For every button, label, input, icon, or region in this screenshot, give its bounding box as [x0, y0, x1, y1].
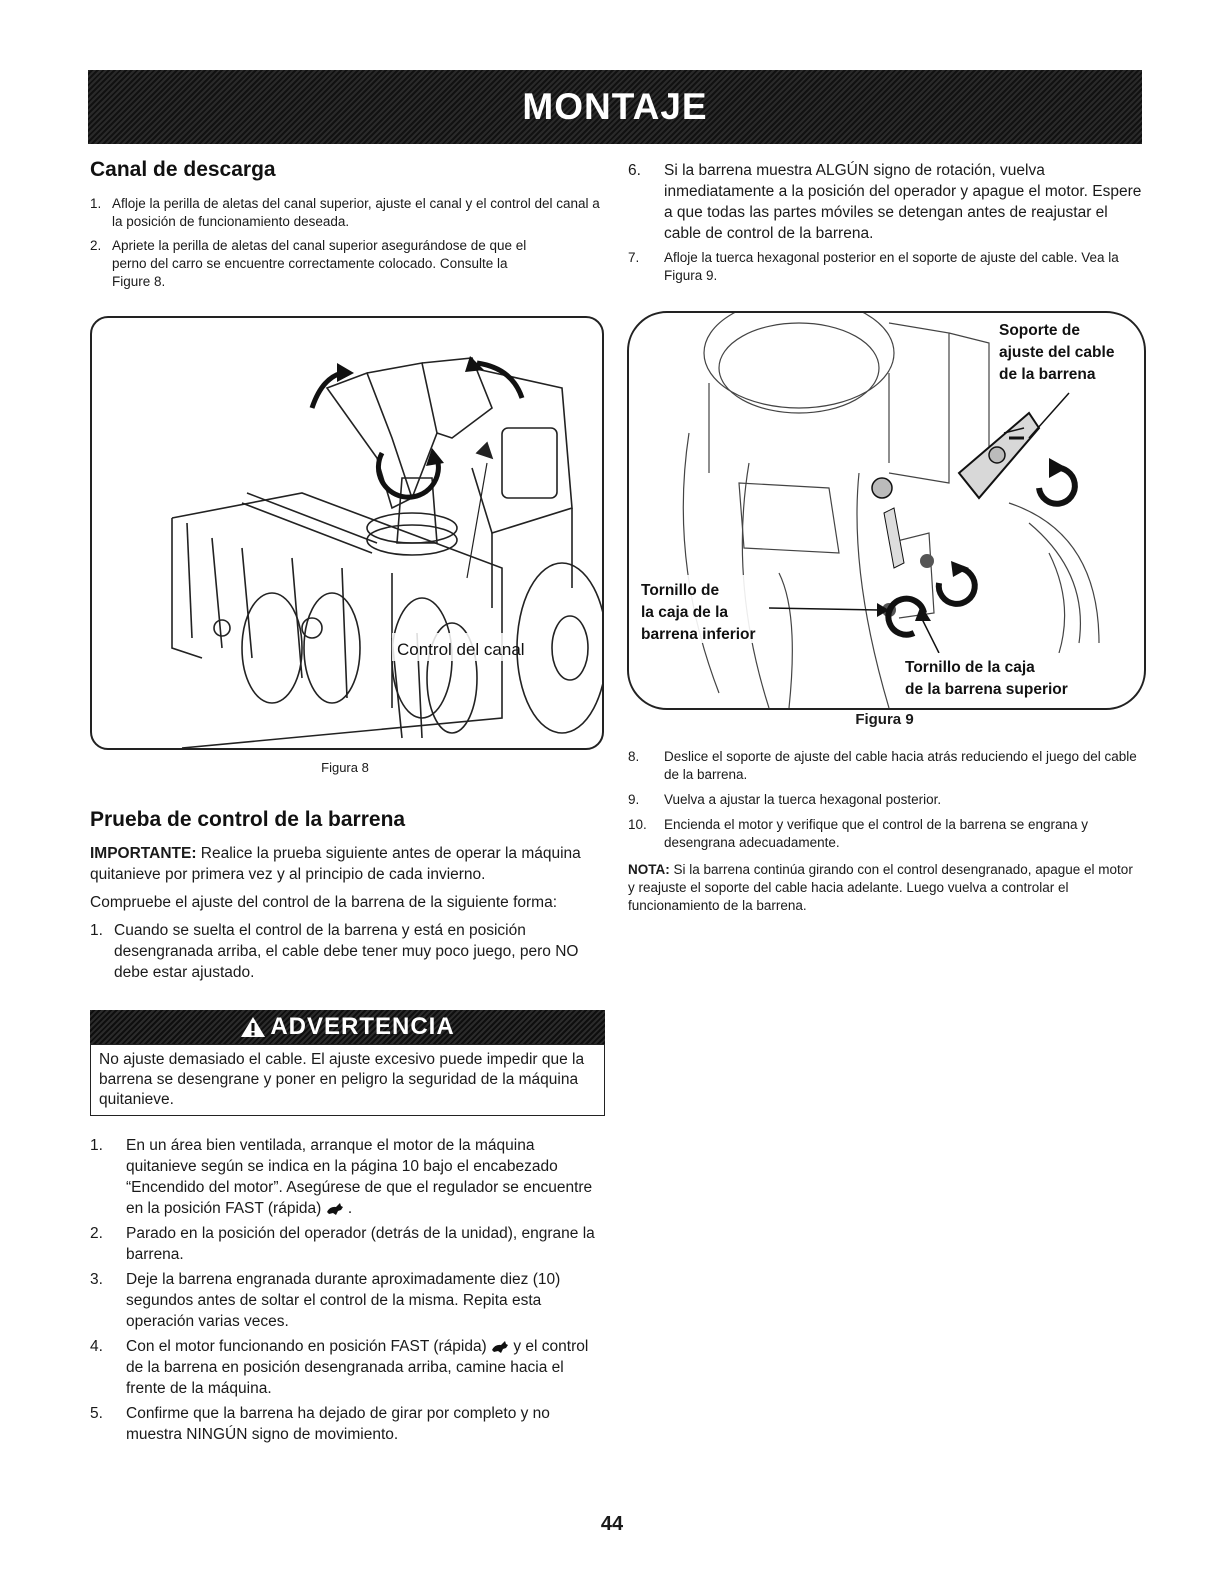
- rabbit-icon: [491, 1340, 509, 1354]
- label-upper-2: de la barrena superior: [905, 681, 1068, 698]
- auger-test-steps: [90, 1135, 605, 1445]
- section-title-discharge-chute: Canal de descarga: [90, 158, 276, 181]
- list-item: 10. Encienda el motor y verifique que el control de la barrena se engrana y desengrana adecuadamente.: [628, 817, 1089, 850]
- intro-paragraph: Compruebe el ajuste del control de la barrena de la siguiente forma:: [90, 894, 557, 911]
- label-lower-1: Tornillo de: [641, 582, 720, 599]
- warning-text: No ajuste demasiado el cable. El ajuste excesivo puede impedir que la barrena se desengrane y poner en peligro la seguridad de la máquina quitanieve.: [90, 1044, 605, 1116]
- right-steps-bottom: [628, 748, 1143, 915]
- figure-9: [627, 311, 1146, 710]
- figure-8-caption: Figura 8: [321, 760, 369, 775]
- discharge-steps: [90, 195, 600, 291]
- list-item: 7. Afloje la tuerca hexagonal posterior en el soporte de ajuste del cable. Vea la Figura 9.: [628, 250, 1119, 283]
- note-paragraph: NOTA: Si la barrena continúa girando con el control desengranado, apague el motor y reajuste el soporte del cable hacia adelante. Luego vuelva a controlar el funcionamiento de la barrena.: [628, 862, 1133, 913]
- warning-panel: [90, 1010, 605, 1116]
- list-item: 6. Si la barrena muestra ALGÚN signo de rotación, vuelva inmediatamente a la posición del operador y apague el motor. Espere a que todas las partes móviles se detengan antes de reajustar el cable de control de la barrena.: [628, 162, 1142, 242]
- warning-title: ADVERTENCIA: [270, 1013, 455, 1040]
- section-title-auger-test: Prueba de control de la barrena: [90, 808, 406, 831]
- label-support-3: de la barrena: [999, 366, 1096, 383]
- label-support-1: Soporte de: [999, 322, 1080, 339]
- list-item: 1. Cuando se suelta el control de la barrena y está en posición desengranada arriba, el cable debe tener muy poco juego, pero NO debe estar ajustado.: [90, 922, 579, 981]
- right-steps-top: [628, 160, 1143, 285]
- warning-triangle-icon: [240, 1016, 266, 1038]
- list-item: 4. Con el motor funcionando en posición FAST (rápida) y el control de la barrena en posición desengranada arriba, camine hacia el frente de la máquina.: [90, 1338, 589, 1397]
- list-item: 1. Afloje la perilla de aletas del canal superior, ajuste el canal y el control del canal a la posición de funcionamiento deseada.: [90, 196, 600, 229]
- list-item: 2. Apriete la perilla de aletas del canal superior asegurándose de que el perno del carro se encuentre correctamente colocado. Consulte la Figure 8.: [90, 238, 527, 289]
- list-item: 2. Parado en la posición del operador (detrás de la unidad), engrane la barrena.: [90, 1225, 595, 1263]
- auger-test-intro: [90, 843, 605, 983]
- label-lower-2: la caja de la: [641, 604, 729, 621]
- list-item: 3. Deje la barrena engranada durante aproximadamente diez (10) segundos antes de soltar el control de la misma. Repita esta operación varias veces.: [90, 1271, 561, 1330]
- list-item: 1. En un área bien ventilada, arranque el motor de la máquina quitanieve según se indica en la página 10 bajo el encabezado “Encendido del motor”. Asegúrese de que el regulador se encuentre en la posición FAST (rápida) .: [90, 1137, 593, 1217]
- rabbit-icon: [326, 1202, 344, 1216]
- section-banner: [88, 70, 1142, 144]
- warning-header: [90, 1010, 605, 1044]
- figure-8: [90, 316, 604, 750]
- snowblower-chute-illustration: [92, 318, 602, 748]
- label-upper-1: Tornillo de la caja: [905, 659, 1035, 676]
- important-paragraph: IMPORTANTE: Realice la prueba siguiente antes de operar la máquina quitanieve por primera vez y al principio de cada invierno.: [90, 845, 581, 883]
- list-item: 9. Vuelva a ajustar la tuerca hexagonal posterior.: [628, 792, 942, 807]
- label-support-2: ajuste del cable: [999, 344, 1115, 361]
- label-lower-3: barrena inferior: [641, 626, 756, 643]
- list-item: 5. Confirme que la barrena ha dejado de girar por completo y no muestra NINGÚN signo de movimiento.: [90, 1405, 550, 1443]
- page-number: 44: [600, 1513, 624, 1535]
- figure-8-label: Control del canal: [397, 640, 525, 659]
- figure-9-caption: Figura 9: [855, 711, 914, 728]
- list-item: 8. Deslice el soporte de ajuste del cable hacia atrás reduciendo el juego del cable de la barrena.: [628, 749, 1137, 782]
- auger-cable-bracket-illustration: [629, 313, 1144, 708]
- page-title: MONTAJE: [522, 86, 708, 127]
